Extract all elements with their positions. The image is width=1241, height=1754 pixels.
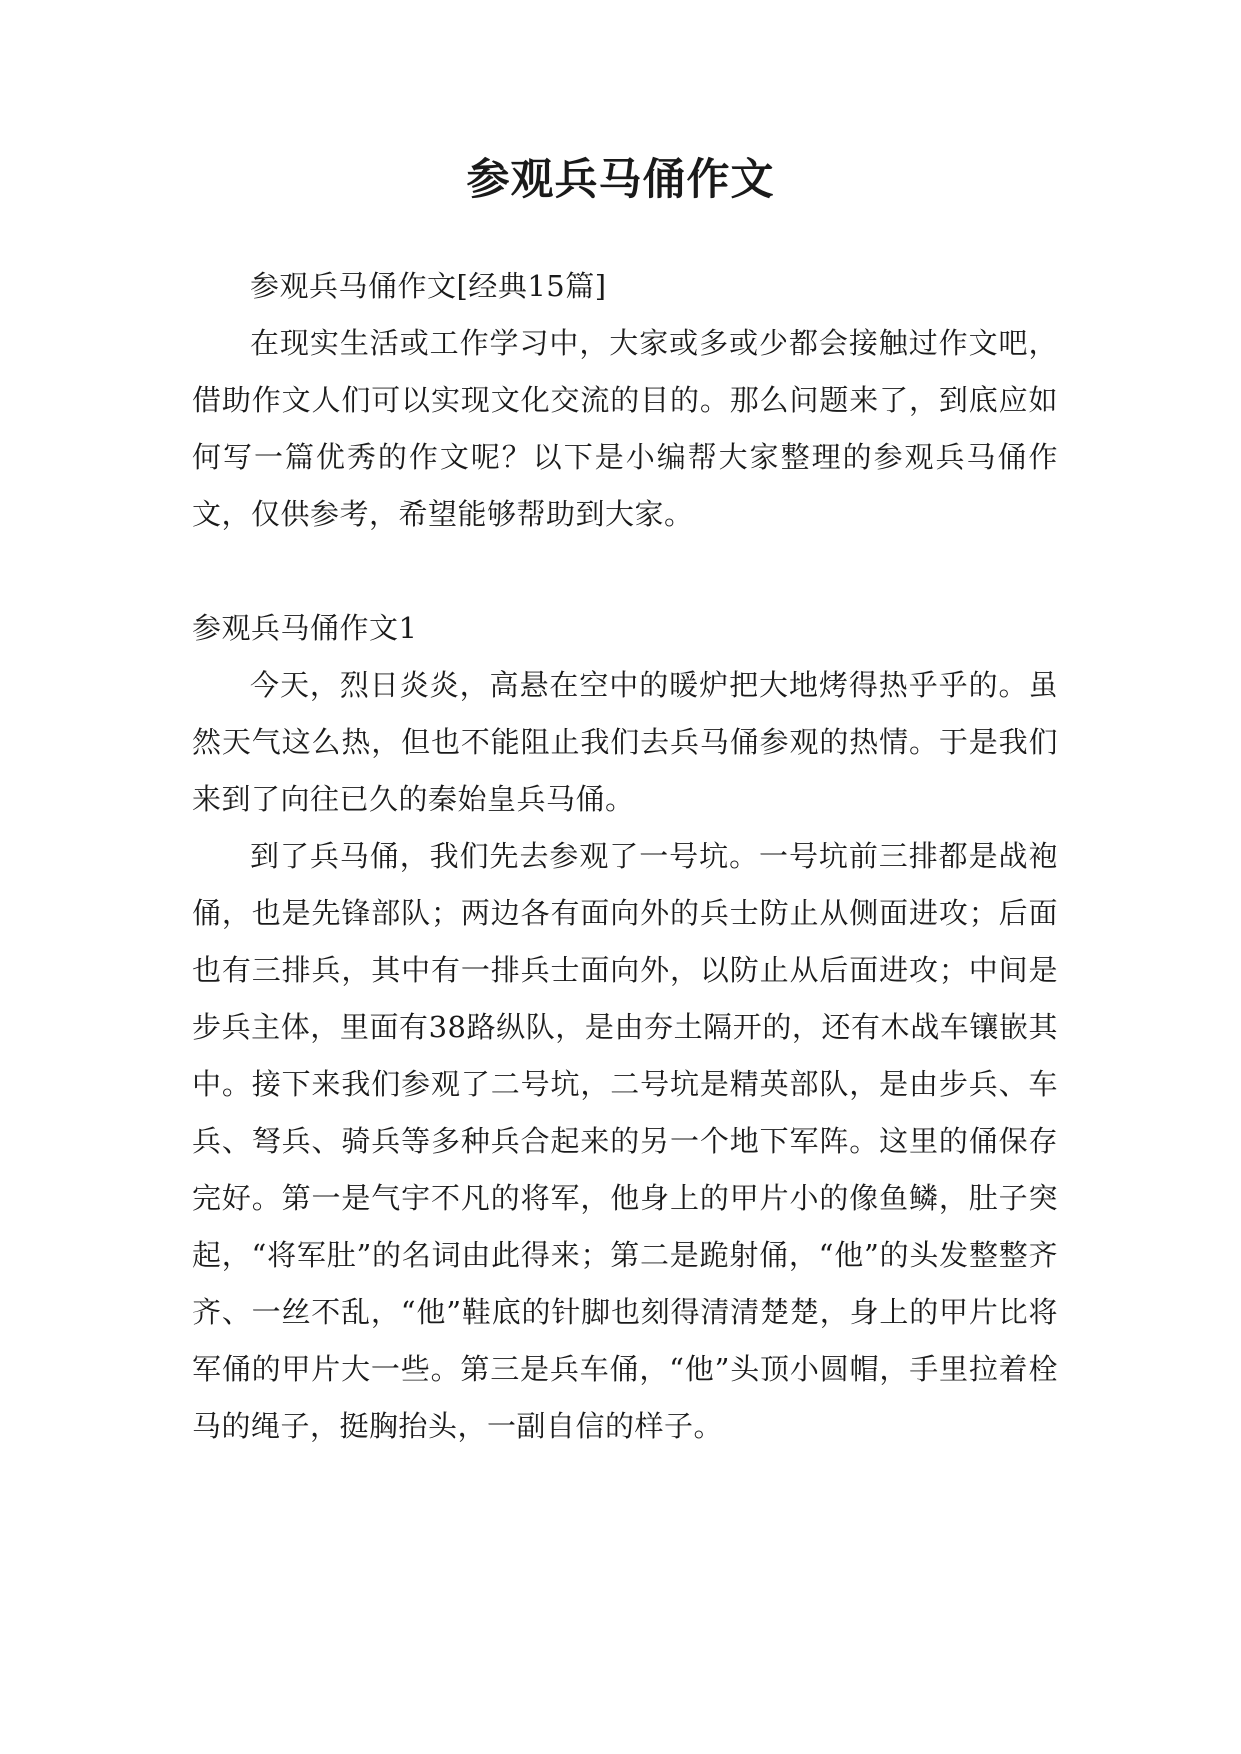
- document-subtitle: 参观兵马俑作文[经典15篇]: [250, 269, 607, 303]
- document-title: 参观兵马俑作文: [466, 155, 775, 205]
- document-body: [192, 258, 1058, 1455]
- body-paragraph-1: 今天，烈日炎炎，高悬在空中的暖炉把大地烤得热乎乎的。虽然天气这么热，但也不能阻止我们去兵马俑参观的热情。于是我们来到了向往已久的秦始皇兵马俑。: [192, 668, 1058, 816]
- section-heading: 参观兵马俑作文1: [192, 611, 418, 645]
- body-paragraph-2: 到了兵马俑，我们先去参观了一号坑。一号坑前三排都是战袍俑，也是先锋部队；两边各有面向外的兵士防止从侧面进攻；后面也有三排兵，其中有一排兵士面向外，以防止从后面进攻；中间是步兵主体，里面有38路纵队，是由夯土隔开的，还有木战车镶嵌其中。接下来我们参观了二号坑，二号坑是精英部队，是由步兵、车兵、弩兵、骑兵等多种兵合起来的另一个地下军阵。这里的俑保存完好。第一是气宇不凡的将军，他身上的甲片小的像鱼鳞，肚子突起，“将军肚”的名词由此得来；第二是跪射俑，“他”的头发整整齐齐、一丝不乱，“他”鞋底的针脚也刻得清清楚楚，身上的甲片比将军俑的甲片大一些。第三是兵车俑，“他”头顶小圆帽，手里拉着栓马的绳子，挺胸抬头，一副自信的样子。: [192, 839, 1058, 1443]
- intro-paragraph: 在现实生活或工作学习中，大家或多或少都会接触过作文吧，借助作文人们可以实现文化交流的目的。那么问题来了，到底应如何写一篇优秀的作文呢？以下是小编帮大家整理的参观兵马俑作文，仅供参考，希望能够帮助到大家。: [192, 326, 1058, 531]
